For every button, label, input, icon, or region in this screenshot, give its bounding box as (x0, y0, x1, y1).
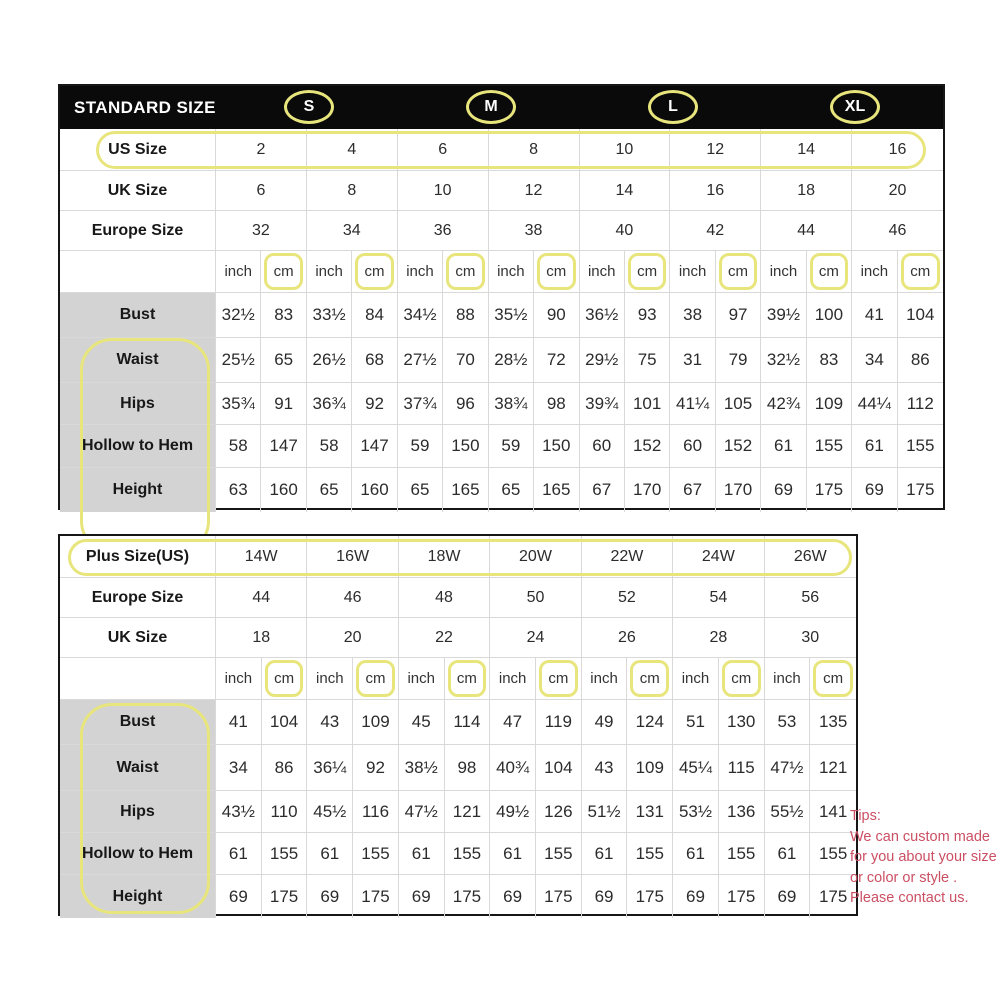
measure-inch-value: 65 (307, 468, 352, 512)
measure-cm-value: 155 (719, 833, 765, 875)
measure-inch-value: 67 (580, 468, 625, 512)
size-value-cell: 16 (852, 129, 943, 171)
measure-inch-value: 61 (216, 833, 262, 875)
standard-size-header (60, 86, 943, 129)
measure-inch-value: 26½ (307, 338, 352, 383)
measure-row-label: Waist (60, 745, 216, 791)
size-value-cell: 44 (761, 211, 852, 251)
measure-cm-value: 155 (445, 833, 491, 875)
measure-cm-value: 72 (534, 338, 579, 383)
size-value-cell: 30 (765, 618, 856, 658)
size-value-cell: 22W (582, 536, 673, 578)
measure-cm-value: 155 (353, 833, 399, 875)
measure-cm-value: 152 (625, 425, 670, 468)
measure-cm-value: 92 (353, 745, 399, 791)
size-value-cell: 20 (307, 618, 398, 658)
measure-row-label: Hollow to Hem (60, 833, 216, 875)
measure-inch-value: 41 (852, 293, 897, 338)
measure-inch-value: 47½ (765, 745, 811, 791)
tips-title: Tips: (850, 808, 881, 824)
measure-cm-value: 65 (261, 338, 306, 383)
unit-cm-label: cm (261, 251, 306, 293)
measure-row-label: Bust (60, 293, 216, 338)
size-value-cell: 16 (670, 171, 761, 211)
measure-inch-value: 65 (398, 468, 443, 512)
size-value-cell: 10 (398, 171, 489, 211)
size-value-cell: 32 (216, 211, 307, 251)
measure-inch-value: 35¾ (216, 383, 261, 425)
measure-cm-value: 83 (261, 293, 306, 338)
size-value-cell: 16W (307, 536, 398, 578)
measure-cm-value: 86 (898, 338, 943, 383)
unit-inch-label: inch (398, 251, 443, 293)
measure-cm-value: 116 (353, 791, 399, 833)
unit-cm-label: cm (443, 251, 488, 293)
measure-inch-value: 65 (489, 468, 534, 512)
size-value-cell: 54 (673, 578, 764, 618)
size-value-cell: 8 (307, 171, 398, 211)
measure-inch-value: 36½ (580, 293, 625, 338)
measure-inch-value: 53 (765, 700, 811, 745)
size-row-label: US Size (60, 129, 216, 171)
measure-cm-value: 131 (627, 791, 673, 833)
measure-inch-value: 61 (761, 425, 806, 468)
unit-inch-label: inch (765, 658, 811, 700)
measure-cm-value: 70 (443, 338, 488, 383)
measure-inch-value: 38 (670, 293, 715, 338)
measure-cm-value: 109 (807, 383, 852, 425)
measure-inch-value: 37¾ (398, 383, 443, 425)
measure-cm-value: 147 (352, 425, 397, 468)
measure-inch-value: 33½ (307, 293, 352, 338)
measure-row-label: Hollow to Hem (60, 425, 216, 468)
measure-inch-value: 59 (398, 425, 443, 468)
size-value-cell: 28 (673, 618, 764, 658)
measure-inch-value: 40¾ (490, 745, 536, 791)
unit-row-empty-label (60, 658, 216, 700)
measure-inch-value: 42¾ (761, 383, 806, 425)
measure-inch-value: 45¼ (673, 745, 719, 791)
measure-cm-value: 155 (262, 833, 308, 875)
standard-size-grid (60, 129, 943, 512)
measure-cm-value: 104 (536, 745, 582, 791)
measure-inch-value: 29½ (580, 338, 625, 383)
measure-inch-value: 51 (673, 700, 719, 745)
size-value-cell: 24W (673, 536, 764, 578)
measure-cm-value: 175 (807, 468, 852, 512)
size-row-label: Europe Size (60, 211, 216, 251)
measure-cm-value: 104 (898, 293, 943, 338)
size-value-cell: 20W (490, 536, 581, 578)
measure-cm-value: 121 (445, 791, 491, 833)
standard-size-title: STANDARD SIZE (74, 97, 216, 117)
measure-cm-value: 75 (625, 338, 670, 383)
measure-inch-value: 47 (490, 700, 536, 745)
unit-cm-label: cm (807, 251, 852, 293)
measure-cm-value: 100 (807, 293, 852, 338)
measure-inch-value: 34 (216, 745, 262, 791)
measure-inch-value: 31 (670, 338, 715, 383)
measure-inch-value: 69 (765, 875, 811, 918)
measure-cm-value: 98 (445, 745, 491, 791)
measure-cm-value: 170 (716, 468, 761, 512)
unit-cm-label: cm (625, 251, 670, 293)
measure-inch-value: 49 (582, 700, 628, 745)
measure-inch-value: 69 (673, 875, 719, 918)
measure-cm-value: 165 (443, 468, 488, 512)
measure-inch-value: 55½ (765, 791, 811, 833)
unit-inch-label: inch (489, 251, 534, 293)
measure-cm-value: 110 (262, 791, 308, 833)
size-value-cell: 46 (307, 578, 398, 618)
measure-cm-value: 175 (906, 480, 935, 499)
size-value-cell: 42 (670, 211, 761, 251)
measure-inch-value: 60 (580, 425, 625, 468)
standard-size-table (58, 84, 945, 510)
size-value-cell: 8 (489, 129, 580, 171)
unit-inch-label: inch (307, 251, 352, 293)
measure-inch-value: 69 (852, 468, 897, 512)
measure-inch-value: 34½ (398, 293, 443, 338)
unit-inch-label: inch (307, 658, 353, 700)
measure-inch-value: 41¼ (670, 383, 715, 425)
unit-cm-label: cm (810, 658, 856, 700)
measure-cm-value: 175 (536, 875, 582, 918)
measure-inch-value: 38½ (399, 745, 445, 791)
unit-cm-label: cm (719, 658, 765, 700)
size-value-cell: 20 (852, 171, 943, 211)
unit-cm-label: cm (262, 658, 308, 700)
size-value-cell: 14W (216, 536, 307, 578)
measure-cm-value: 121 (810, 745, 856, 791)
measure-inch-value: 49½ (490, 791, 536, 833)
measure-cm-value: 68 (352, 338, 397, 383)
unit-inch-label: inch (216, 658, 262, 700)
size-value-cell: 56 (765, 578, 856, 618)
unit-inch-label: inch (490, 658, 536, 700)
unit-inch-label: inch (673, 658, 719, 700)
unit-row-empty-label (60, 251, 216, 293)
measure-inch-value: 61 (765, 833, 811, 875)
measure-inch-value: 38¾ (489, 383, 534, 425)
measure-inch-value: 69 (216, 875, 262, 918)
size-value-cell: 36 (398, 211, 489, 251)
measure-inch-value: 61 (673, 833, 719, 875)
measure-cm-value: 124 (627, 700, 673, 745)
measure-inch-value: 28½ (489, 338, 534, 383)
size-value-cell: 4 (307, 129, 398, 171)
measure-row-label: Hips (60, 791, 216, 833)
size-letter-xl: XL (830, 90, 880, 124)
measure-inch-value: 39½ (761, 293, 806, 338)
measure-inch-value: 25½ (216, 338, 261, 383)
measure-inch-value: 63 (216, 468, 261, 512)
measure-cm-value: 97 (716, 293, 761, 338)
size-value-cell: 14 (580, 171, 671, 211)
measure-inch-value: 43 (307, 700, 353, 745)
measure-inch-value: 39¾ (580, 383, 625, 425)
size-value-cell: 50 (490, 578, 581, 618)
measure-cm-value: 86 (262, 745, 308, 791)
size-row-label: UK Size (60, 171, 216, 211)
measure-cm-value: 93 (625, 293, 670, 338)
measure-cm-value: 136 (719, 791, 765, 833)
unit-cm-label: cm (627, 658, 673, 700)
measure-row-label: Height (60, 468, 216, 512)
measure-cm-value: 112 (898, 383, 943, 425)
measure-inch-value: 67 (670, 468, 715, 512)
measure-inch-value: 43½ (216, 791, 262, 833)
measure-cm-value: 88 (443, 293, 488, 338)
size-value-cell: 12 (489, 171, 580, 211)
size-value-cell: 26W (765, 536, 856, 578)
measure-inch-value: 45 (399, 700, 445, 745)
unit-cm-label: cm (898, 251, 943, 293)
measure-inch-value: 69 (490, 875, 536, 918)
measure-cm-value: 147 (261, 425, 306, 468)
measure-cm-value: 92 (352, 383, 397, 425)
unit-cm-label: cm (534, 251, 579, 293)
measure-cm-value: 175 (627, 875, 673, 918)
measure-row-label: Waist (60, 338, 216, 383)
size-value-cell: 38 (489, 211, 580, 251)
plus-size-grid (60, 536, 856, 918)
size-value-cell: 18W (399, 536, 490, 578)
measure-cm-value: 155 (898, 425, 943, 468)
measure-cm-value: 109 (627, 745, 673, 791)
measure-cm-value: 104 (262, 700, 308, 745)
size-letter-l: L (648, 90, 698, 124)
size-value-cell: 44 (216, 578, 307, 618)
measure-inch-value: 61 (307, 833, 353, 875)
tips-line-3: or color or style . (850, 869, 958, 886)
measure-inch-value: 41 (216, 700, 262, 745)
measure-cm-value: 98 (534, 383, 579, 425)
size-letter-s: S (284, 90, 334, 124)
measure-cm-value: 130 (719, 700, 765, 745)
measure-cm-value: 109 (353, 700, 399, 745)
size-value-cell: 48 (399, 578, 490, 618)
measure-inch-value: 69 (761, 468, 806, 512)
unit-cm-label: cm (352, 251, 397, 293)
unit-cm-label: cm (353, 658, 399, 700)
measure-inch-value: 36¼ (307, 745, 353, 791)
size-value-cell: 40 (580, 211, 671, 251)
size-value-cell: 26 (582, 618, 673, 658)
measure-inch-value: 69 (582, 875, 628, 918)
measure-cm-value: 175 (353, 875, 399, 918)
size-value-cell: 14 (761, 129, 852, 171)
measure-cm-value: 165 (534, 468, 579, 512)
measure-inch-value: 59 (489, 425, 534, 468)
measure-cm-value: 135 (810, 700, 856, 745)
tips-line-4: Please contact us. (850, 890, 969, 907)
measure-inch-value: 51½ (582, 791, 628, 833)
tips-note (850, 806, 1000, 909)
measure-row-label: Height (60, 875, 216, 918)
unit-inch-label: inch (582, 658, 628, 700)
unit-inch-label: inch (399, 658, 445, 700)
measure-cm-value: 175 (719, 875, 765, 918)
measure-inch-value: 69 (399, 875, 445, 918)
measure-cm-value: 155 (810, 833, 856, 875)
measure-cm-value: 175 (445, 875, 491, 918)
measure-inch-value: 58 (216, 425, 261, 468)
measure-row-label: Bust (60, 700, 216, 745)
measure-inch-value: 43 (582, 745, 628, 791)
tips-line-1: We can custom made (850, 828, 990, 845)
size-value-cell: 6 (216, 171, 307, 211)
measure-cm-value: 83 (807, 338, 852, 383)
size-value-cell: 34 (307, 211, 398, 251)
measure-inch-value: 44¼ (852, 383, 897, 425)
unit-inch-label: inch (761, 251, 806, 293)
size-value-cell: 52 (582, 578, 673, 618)
measure-cm-value: 160 (261, 468, 306, 512)
size-row-label: Europe Size (60, 578, 216, 618)
size-value-cell: 6 (398, 129, 489, 171)
measure-cm-value: 126 (536, 791, 582, 833)
size-letter-m: M (466, 90, 516, 124)
unit-cm-label: cm (445, 658, 491, 700)
size-row-label: Plus Size(US) (60, 536, 216, 578)
size-value-cell: 22 (399, 618, 490, 658)
measure-cm-value: 155 (627, 833, 673, 875)
unit-cm-label: cm (716, 251, 761, 293)
measure-row-label: Hips (60, 383, 216, 425)
measure-inch-value: 61 (490, 833, 536, 875)
measure-inch-value: 60 (670, 425, 715, 468)
measure-cm-value: 115 (719, 745, 765, 791)
unit-inch-label: inch (852, 251, 897, 293)
measure-inch-value: 61 (399, 833, 445, 875)
measure-cm-value: 79 (716, 338, 761, 383)
unit-inch-label: inch (216, 251, 261, 293)
measure-inch-value: 36¾ (307, 383, 352, 425)
measure-inch-value: 35½ (489, 293, 534, 338)
measure-cm-value: 155 (807, 425, 852, 468)
measure-cm-value: 91 (261, 383, 306, 425)
tips-line-2: for you about your size (850, 849, 997, 866)
measure-cm-value: 101 (625, 383, 670, 425)
measure-cm-value: 84 (352, 293, 397, 338)
measure-cm-value: 155 (536, 833, 582, 875)
measure-inch-value: 34 (852, 338, 897, 383)
measure-inch-value: 32½ (216, 293, 261, 338)
measure-cm-value: 90 (534, 293, 579, 338)
size-value-cell: 46 (852, 211, 943, 251)
measure-inch-value: 53½ (673, 791, 719, 833)
size-row-label: UK Size (60, 618, 216, 658)
size-value-cell: 24 (490, 618, 581, 658)
measure-inch-value: 61 (852, 425, 897, 468)
measure-cm-value: 175 (262, 875, 308, 918)
unit-inch-label: inch (670, 251, 715, 293)
size-value-cell: 10 (580, 129, 671, 171)
measure-cm-value: 141 (810, 791, 856, 833)
measure-inch-value: 45½ (307, 791, 353, 833)
size-value-cell: 18 (761, 171, 852, 211)
measure-inch-value: 47½ (399, 791, 445, 833)
measure-inch-value: 27½ (398, 338, 443, 383)
plus-size-table (58, 534, 858, 916)
measure-cm-value: 175 (818, 886, 848, 906)
measure-cm-value: 160 (352, 468, 397, 512)
measure-cm-value: 96 (443, 383, 488, 425)
measure-cm-value: 114 (445, 700, 491, 745)
measure-inch-value: 69 (307, 875, 353, 918)
size-value-cell: 12 (670, 129, 761, 171)
measure-cm-value: 150 (443, 425, 488, 468)
measure-cm-value: 119 (536, 700, 582, 745)
unit-inch-label: inch (580, 251, 625, 293)
size-value-cell: 18 (216, 618, 307, 658)
measure-cm-value: 152 (716, 425, 761, 468)
unit-cm-label: cm (536, 658, 582, 700)
measure-inch-value: 61 (582, 833, 628, 875)
measure-cm-value: 105 (716, 383, 761, 425)
measure-inch-value: 32½ (761, 338, 806, 383)
measure-inch-value: 58 (307, 425, 352, 468)
size-value-cell: 2 (216, 129, 307, 171)
measure-cm-value: 170 (625, 468, 670, 512)
measure-cm-value: 150 (534, 425, 579, 468)
